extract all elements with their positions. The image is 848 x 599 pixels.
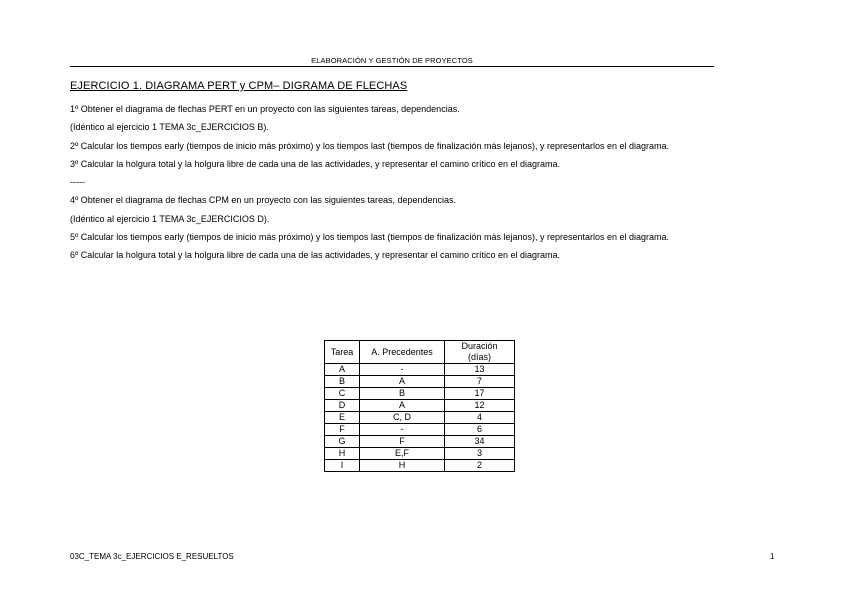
- paragraph: 5º Calcular los tiempos early (tiempos de inicio más próximo) y los tiempos last (tiempos de finalización más lejanos), y representarlos en el diagrama.: [70, 232, 670, 243]
- separator: -----: [70, 177, 85, 188]
- table-row: [325, 412, 515, 424]
- cell-precedentes: E,F: [360, 448, 445, 460]
- header-rule: [70, 66, 714, 67]
- cell-tarea: H: [325, 448, 360, 460]
- cell-duracion: 7: [445, 376, 515, 388]
- cell-precedentes: B: [360, 388, 445, 400]
- cell-tarea: D: [325, 400, 360, 412]
- table-row: [325, 376, 515, 388]
- paragraph: 4º Obtener el diagrama de flechas CPM en un proyecto con las siguientes tareas, dependencias.: [70, 195, 457, 206]
- cell-precedentes: -: [360, 424, 445, 436]
- cell-tarea: I: [325, 460, 360, 472]
- table-row: [325, 460, 515, 472]
- cell-tarea: G: [325, 436, 360, 448]
- column-header-precedentes: A. Precedentes: [360, 341, 445, 364]
- paragraph: (Idéntico al ejercicio 1 TEMA 3c_EJERCICIOS D).: [70, 213, 270, 224]
- footer-filename: 03C_TEMA 3c_EJERCICIOS E_RESUELTOS: [70, 552, 234, 561]
- cell-precedentes: F: [360, 436, 445, 448]
- cell-tarea: B: [325, 376, 360, 388]
- page-number: 1: [770, 552, 775, 561]
- paragraph: 1º Obtener el diagrama de flechas PERT en un proyecto con las siguientes tareas, dependencias.: [70, 104, 460, 114]
- cell-duracion: 34: [445, 436, 515, 448]
- table-row: [325, 388, 515, 400]
- tasks-table: [324, 340, 515, 472]
- cell-duracion: 4: [445, 412, 515, 424]
- cell-tarea: A: [325, 364, 360, 376]
- exercise-title: EJERCICIO 1. DIAGRAMA PERT y CPM– DIGRAMA DE FLECHAS: [70, 80, 408, 92]
- table-row: [325, 424, 515, 436]
- paragraph: 3º Calcular la holgura total y la holgura libre de cada una de las actividades, y representar el camino crítico en el diagrama.: [70, 158, 561, 169]
- cell-duracion: 13: [445, 364, 515, 376]
- cell-precedentes: A: [360, 400, 445, 412]
- cell-duracion: 17: [445, 388, 515, 400]
- table-row: [325, 436, 515, 448]
- cell-duracion: 2: [445, 460, 515, 472]
- cell-duracion: 3: [445, 448, 515, 460]
- cell-precedentes: H: [360, 460, 445, 472]
- cell-tarea: F: [325, 424, 360, 436]
- table-row: [325, 400, 515, 412]
- cell-precedentes: A: [360, 376, 445, 388]
- cell-tarea: C: [325, 388, 360, 400]
- cell-duracion: 6: [445, 424, 515, 436]
- paragraph: 2º Calcular los tiempos early (tiempos de inicio más próximo) y los tiempos last (tiempos de finalización más lejanos), y representarlos en el diagrama.: [70, 140, 670, 151]
- column-header-tarea: Tarea: [325, 341, 360, 364]
- exercise-body: [70, 100, 778, 265]
- page-header: ELABORACIÓN Y GESTIÓN DE PROYECTOS: [311, 56, 473, 65]
- paragraph: (Idéntico al ejercicio 1 TEMA 3c_EJERCICIOS B).: [70, 122, 269, 133]
- cell-precedentes: C, D: [360, 412, 445, 424]
- table-header-row: [325, 341, 515, 364]
- cell-duracion: 12: [445, 400, 515, 412]
- column-header-duracion: Duración (días): [445, 341, 515, 364]
- table-row: [325, 364, 515, 376]
- paragraph: 6º Calcular la holgura total y la holgura libre de cada una de las actividades, y representar el camino crítico en el diagrama.: [70, 250, 561, 261]
- table-row: [325, 448, 515, 460]
- cell-precedentes: -: [360, 364, 445, 376]
- cell-tarea: E: [325, 412, 360, 424]
